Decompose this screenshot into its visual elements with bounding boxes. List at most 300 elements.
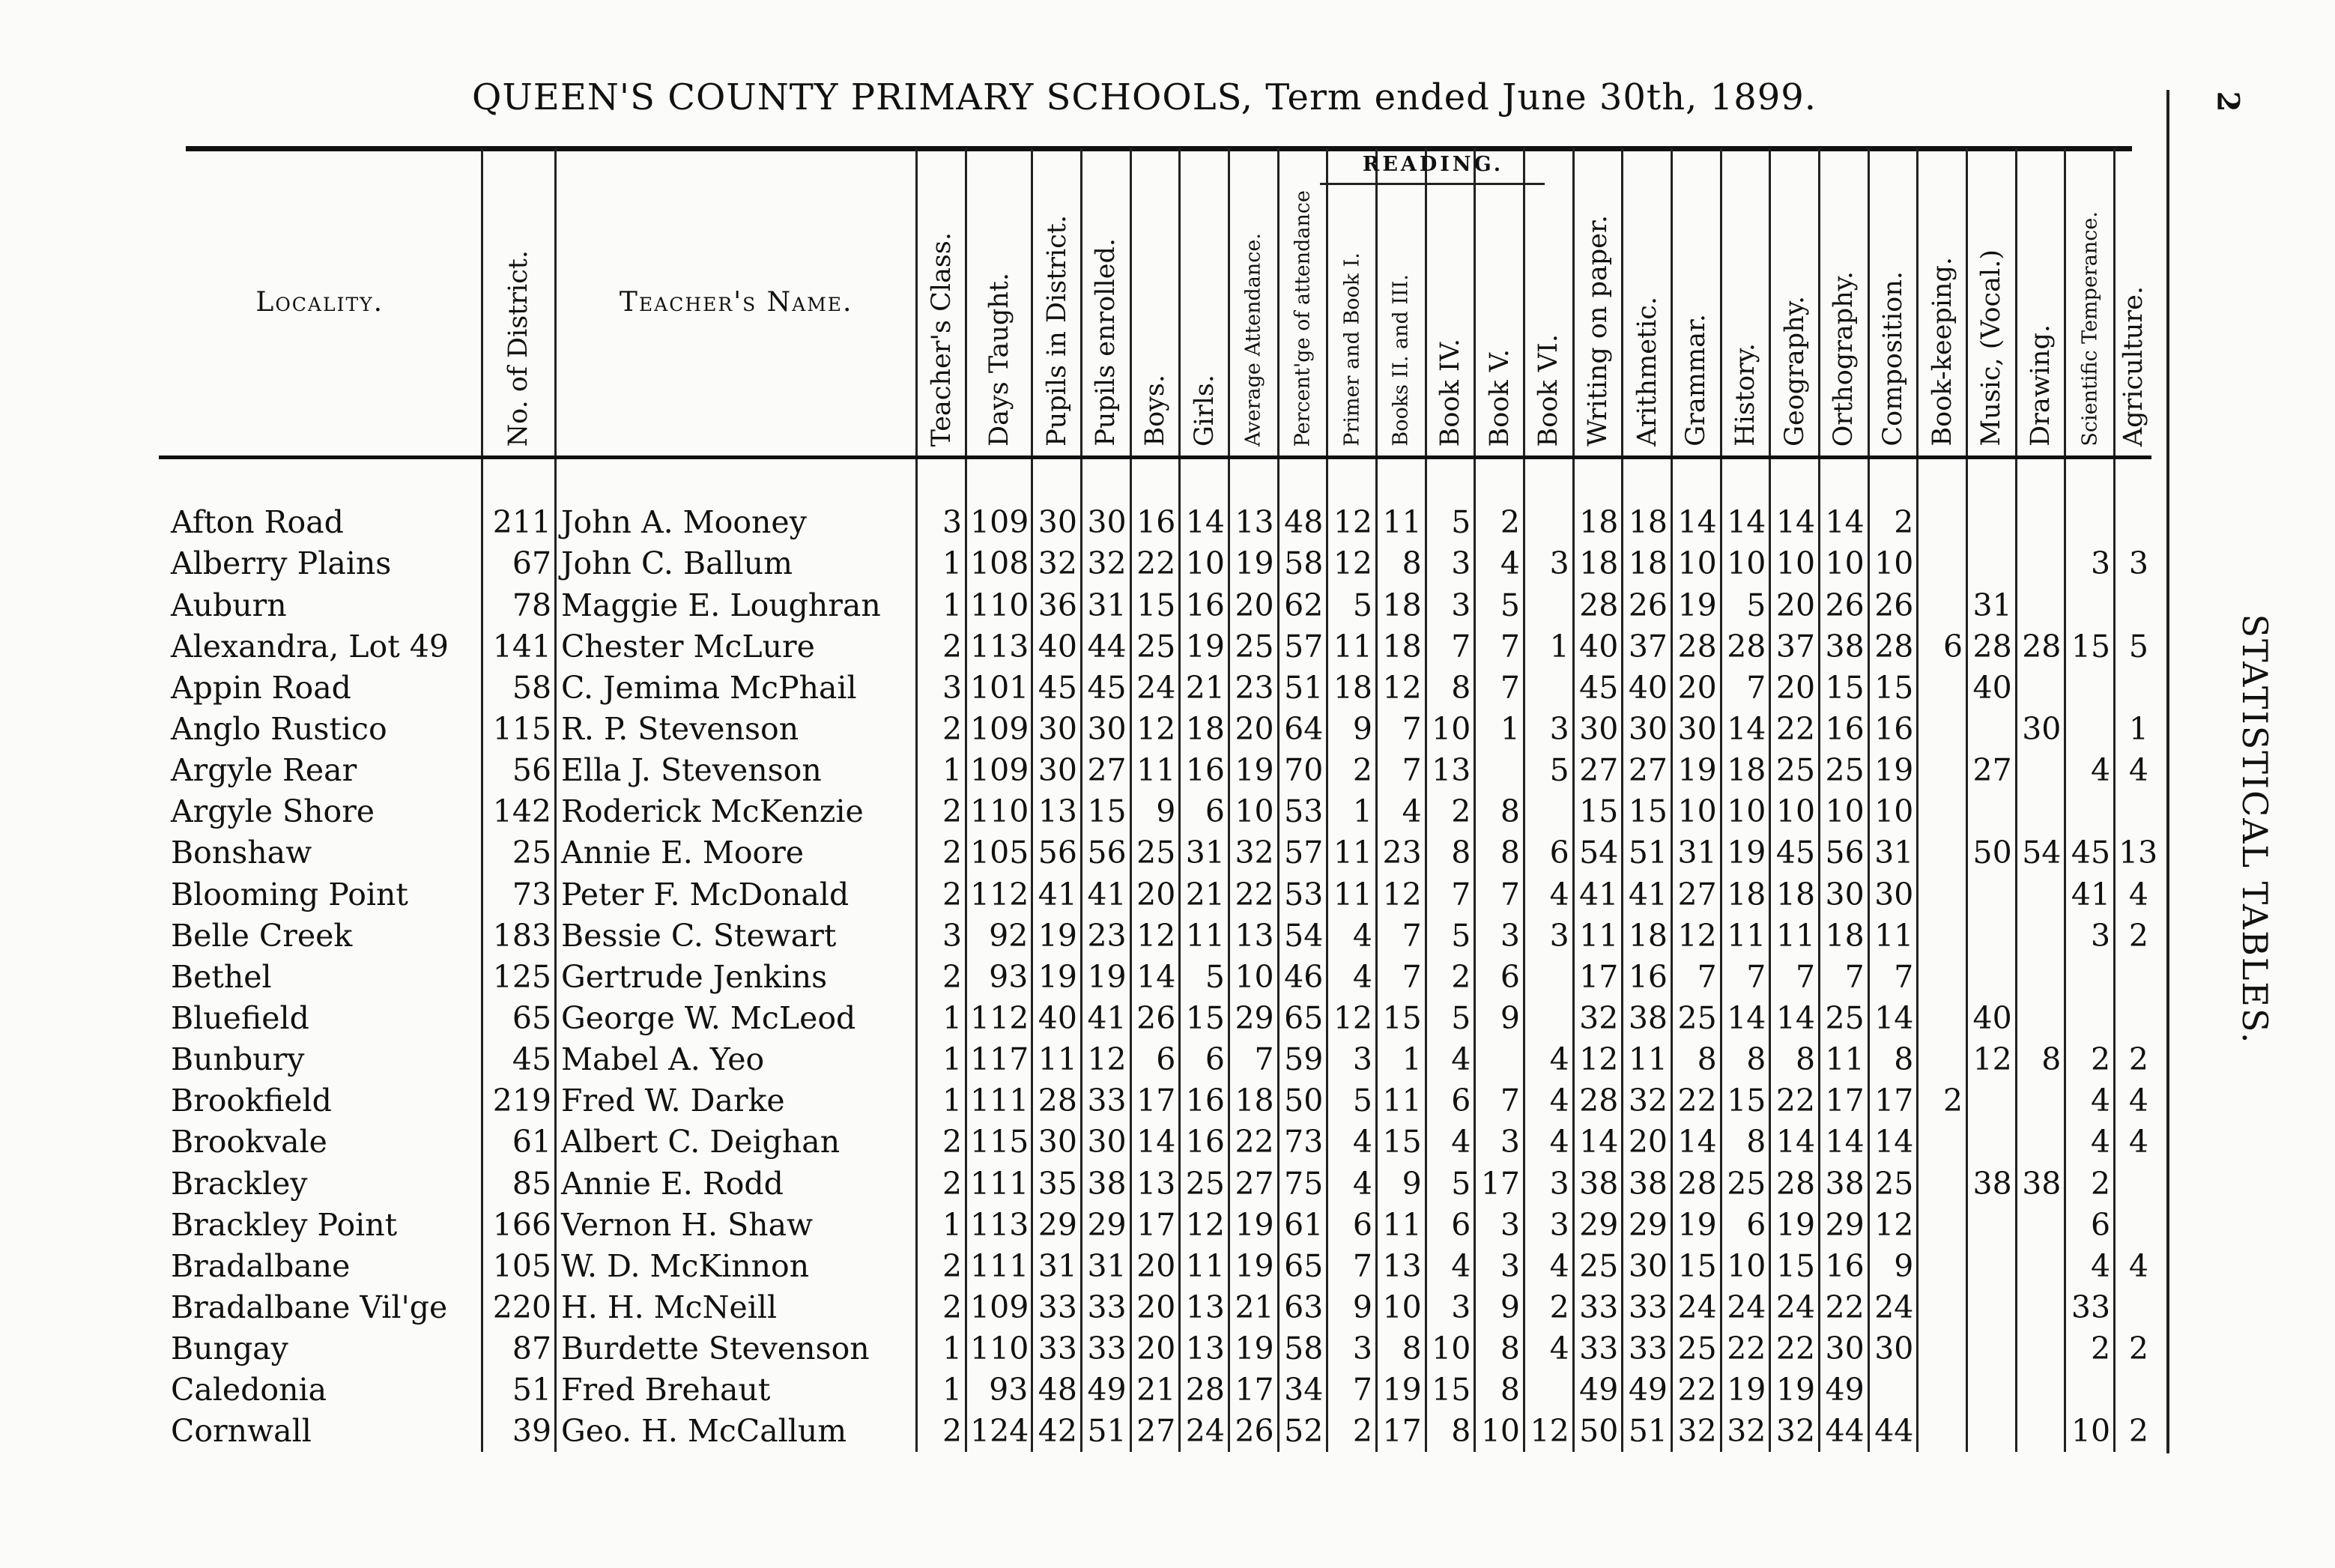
cell-pupils-district: 30 [1032,1121,1082,1163]
cell-temperance: 3 [2065,543,2115,584]
cell-book5: 7 [1475,626,1524,667]
cell-girls: 21 [1180,667,1229,708]
cell-boys: 16 [1130,458,1180,543]
cell-music [1967,708,2017,749]
cell-days: 117 [966,1039,1032,1080]
col-drawing [2016,148,2065,458]
cell-boys: 12 [1130,915,1180,956]
cell-primer: 3 [1327,1039,1377,1080]
cell-teacher: Burdette Stevenson [556,1328,917,1369]
cell-arithmetic: 15 [1623,791,1672,832]
cell-book4: 2 [1426,956,1475,997]
cell-pupils-district: 19 [1032,915,1082,956]
cell-book5: 8 [1475,791,1524,832]
cell-girls: 28 [1180,1369,1229,1411]
cell-history: 14 [1721,708,1770,749]
cell-agriculture: 2 [2115,1411,2151,1452]
cell-music [1967,956,2017,997]
cell-orthography: 26 [1820,584,1869,626]
cell-arithmetic: 16 [1623,956,1672,997]
cell-arithmetic: 41 [1623,874,1672,915]
cell-book5: 3 [1475,1245,1524,1286]
cell-girls: 25 [1180,1163,1229,1204]
cell-writing: 11 [1573,915,1623,956]
col-pupils-district-label: Pupils in District. [1041,215,1072,447]
cell-drawing: 30 [2016,708,2065,749]
cell-avg-attendance: 22 [1229,1121,1278,1163]
cell-writing: 32 [1573,997,1623,1038]
cell-days: 124 [966,1411,1032,1452]
cell-arithmetic: 26 [1623,584,1672,626]
cell-arithmetic: 29 [1623,1204,1672,1245]
col-book4-label: Book IV. [1435,338,1465,447]
col-geography [1770,148,1820,458]
cell-class: 2 [917,1163,966,1204]
cell-writing: 28 [1573,584,1623,626]
cell-book6: 4 [1524,1080,1574,1121]
col-pupils-enrolled-label: Pupils enrolled. [1091,238,1121,447]
cell-composition: 24 [1868,1286,1918,1328]
cell-composition: 14 [1868,1121,1918,1163]
cell-drawing [2016,750,2065,791]
cell-pupils-enrolled: 56 [1081,832,1130,874]
cell-temperance: 41 [2065,874,2115,915]
cell-arithmetic: 32 [1623,1080,1672,1121]
table-row [159,584,2151,626]
col-agriculture [2115,148,2151,458]
table-row [159,1328,2151,1369]
cell-grammar: 14 [1672,458,1721,543]
cell-history: 22 [1721,1328,1770,1369]
cell-temperance [2065,584,2115,626]
cell-locality: Bunbury [171,1041,305,1078]
cell-book6: 3 [1524,1163,1574,1204]
cell-pupils-enrolled: 30 [1081,708,1130,749]
col-days-label: Days Taught. [984,273,1014,447]
cell-teacher: R. P. Stevenson [556,708,917,749]
cell-writing: 28 [1573,1080,1623,1121]
cell-book6 [1524,956,1574,997]
cell-days: 108 [966,543,1032,584]
cell-composition: 10 [1868,543,1918,584]
cell-book4: 3 [1426,1286,1475,1328]
cell-grammar: 30 [1672,708,1721,749]
cell-arithmetic: 33 [1623,1286,1672,1328]
cell-district: 25 [482,832,556,874]
cell-boys: 20 [1130,874,1180,915]
cell-girls: 31 [1180,832,1229,874]
col-class [917,148,966,458]
cell-agriculture: 4 [2115,1121,2151,1163]
cell-temperance: 3 [2065,915,2115,956]
cell-teacher: John C. Ballum [556,543,917,584]
cell-drawing [2016,1121,2065,1163]
cell-pct-attendance: 53 [1278,791,1327,832]
cell-teacher: Chester McLure [556,626,917,667]
cell-district: 56 [482,750,556,791]
cell-district: 87 [482,1328,556,1369]
cell-class: 1 [917,750,966,791]
cell-teacher: H. H. McNeill [556,1286,917,1328]
col-history-label: History. [1730,343,1761,447]
table-row [159,1204,2151,1245]
cell-books-2-3: 7 [1376,708,1426,749]
cell-bookkeeping: 6 [1918,626,1967,667]
cell-books-2-3: 15 [1376,1121,1426,1163]
cell-boys: 20 [1130,1328,1180,1369]
cell-grammar: 24 [1672,1286,1721,1328]
cell-book5: 8 [1475,832,1524,874]
cell-avg-attendance: 18 [1229,1080,1278,1121]
cell-geography: 18 [1770,874,1820,915]
cell-book6: 6 [1524,832,1574,874]
cell-girls: 16 [1180,1121,1229,1163]
cell-avg-attendance: 21 [1229,1286,1278,1328]
cell-locality: Cornwall [171,1413,312,1450]
cell-district: 211 [482,458,556,543]
cell-writing: 15 [1573,791,1623,832]
cell-primer: 18 [1327,667,1377,708]
table-row [159,1080,2151,1121]
page-title: QUEEN'S COUNTY PRIMARY SCHOOLS, Term ended June 30th, 1899. [472,76,1817,118]
col-days [966,148,1032,458]
cell-locality: Anglo Rustico [171,710,387,747]
cell-composition [1868,1369,1918,1411]
cell-arithmetic: 51 [1623,832,1672,874]
cell-days: 92 [966,915,1032,956]
cell-boys: 14 [1130,1121,1180,1163]
cell-girls: 21 [1180,874,1229,915]
cell-girls: 5 [1180,956,1229,997]
col-teacher: Teacher's Name. [556,148,917,458]
col-boys-label: Boys. [1139,375,1170,447]
cell-composition: 44 [1868,1411,1918,1452]
cell-days: 109 [966,708,1032,749]
cell-geography: 45 [1770,832,1820,874]
cell-composition: 28 [1868,626,1918,667]
cell-music [1967,915,2017,956]
cell-avg-attendance: 27 [1229,1163,1278,1204]
cell-music [1967,1204,2017,1245]
cell-class: 2 [917,1286,966,1328]
cell-drawing [2016,543,2065,584]
cell-book5 [1475,750,1524,791]
cell-bookkeeping [1918,1286,1967,1328]
cell-history: 8 [1721,1121,1770,1163]
cell-locality: Brackley Point [171,1206,398,1243]
col-orthography [1820,148,1869,458]
cell-girls: 10 [1180,543,1229,584]
cell-class: 2 [917,626,966,667]
cell-history: 32 [1721,1411,1770,1452]
cell-pct-attendance: 65 [1278,997,1327,1038]
cell-pupils-enrolled: 27 [1081,750,1130,791]
cell-district: 141 [482,626,556,667]
cell-primer: 12 [1327,458,1377,543]
cell-book6: 1 [1524,626,1574,667]
cell-teacher: W. D. McKinnon [556,1245,917,1286]
cell-days: 93 [966,1369,1032,1411]
cell-writing: 25 [1573,1245,1623,1286]
cell-agriculture: 4 [2115,750,2151,791]
cell-geography: 11 [1770,915,1820,956]
col-girls [1180,148,1229,458]
cell-agriculture [2115,997,2151,1038]
cell-pupils-district: 40 [1032,997,1082,1038]
cell-class: 1 [917,1328,966,1369]
cell-drawing [2016,1328,2065,1369]
cell-girls: 19 [1180,626,1229,667]
cell-books-2-3: 17 [1376,1411,1426,1452]
cell-teacher: Roderick McKenzie [556,791,917,832]
cell-agriculture: 2 [2115,1328,2151,1369]
cell-teacher: Bessie C. Stewart [556,915,917,956]
cell-composition: 2 [1868,458,1918,543]
cell-books-2-3: 18 [1376,584,1426,626]
cell-primer: 11 [1327,874,1377,915]
cell-avg-attendance: 10 [1229,956,1278,997]
col-primer [1327,148,1377,458]
cell-history: 24 [1721,1286,1770,1328]
cell-book4: 6 [1426,1080,1475,1121]
cell-avg-attendance: 32 [1229,832,1278,874]
cell-bookkeeping [1918,997,1967,1038]
cell-pct-attendance: 62 [1278,584,1327,626]
cell-drawing [2016,667,2065,708]
cell-agriculture: 2 [2115,1039,2151,1080]
table-row [159,997,2151,1038]
cell-book6: 4 [1524,1245,1574,1286]
cell-bookkeeping [1918,750,1967,791]
cell-book5: 10 [1475,1411,1524,1452]
cell-writing: 17 [1573,956,1623,997]
cell-history: 18 [1721,750,1770,791]
cell-books-2-3: 11 [1376,458,1426,543]
col-class-label: Teacher's Class. [926,231,957,447]
cell-teacher: Mabel A. Yeo [556,1039,917,1080]
cell-primer: 7 [1327,1245,1377,1286]
cell-grammar: 32 [1672,1411,1721,1452]
cell-pupils-enrolled: 30 [1081,1121,1130,1163]
cell-locality: Blooming Point [171,876,408,912]
cell-composition: 10 [1868,791,1918,832]
cell-days: 110 [966,791,1032,832]
cell-locality: Bradalbane Vil'ge [171,1289,448,1325]
cell-writing: 29 [1573,1204,1623,1245]
cell-book6: 3 [1524,708,1574,749]
cell-temperance: 4 [2065,1245,2115,1286]
cell-pupils-district: 30 [1032,750,1082,791]
cell-writing: 18 [1573,458,1623,543]
cell-geography: 10 [1770,791,1820,832]
cell-book6: 2 [1524,1286,1574,1328]
col-music-label: Music, (Vocal.) [1976,249,2007,447]
cell-class: 1 [917,1039,966,1080]
cell-temperance [2065,997,2115,1038]
cell-primer: 6 [1327,1204,1377,1245]
cell-music: 31 [1967,584,2017,626]
cell-grammar: 31 [1672,832,1721,874]
cell-music [1967,1121,2017,1163]
cell-pupils-district: 30 [1032,708,1082,749]
cell-locality: Bluefield [171,999,309,1036]
cell-book6: 4 [1524,1328,1574,1369]
cell-composition: 16 [1868,708,1918,749]
cell-primer: 3 [1327,1328,1377,1369]
cell-district: 183 [482,915,556,956]
cell-composition: 30 [1868,874,1918,915]
cell-composition: 12 [1868,1204,1918,1245]
cell-arithmetic: 33 [1623,1328,1672,1369]
table-row [159,874,2151,915]
cell-arithmetic: 51 [1623,1411,1672,1452]
table-row [159,1039,2151,1080]
cell-book5: 3 [1475,915,1524,956]
table-row [159,1121,2151,1163]
cell-avg-attendance: 19 [1229,1328,1278,1369]
cell-grammar: 22 [1672,1080,1721,1121]
cell-pupils-district: 19 [1032,956,1082,997]
cell-geography: 24 [1770,1286,1820,1328]
cell-book4: 10 [1426,708,1475,749]
cell-geography: 22 [1770,708,1820,749]
cell-history: 19 [1721,1369,1770,1411]
col-bookkeeping-label: Book-keeping. [1927,257,1957,447]
cell-avg-attendance: 7 [1229,1039,1278,1080]
cell-pupils-enrolled: 12 [1081,1039,1130,1080]
cell-arithmetic: 11 [1623,1039,1672,1080]
cell-geography: 8 [1770,1039,1820,1080]
cell-grammar: 19 [1672,584,1721,626]
cell-book5: 17 [1475,1163,1524,1204]
cell-book6 [1524,1369,1574,1411]
cell-locality: Bradalbane [171,1247,351,1284]
cell-orthography: 10 [1820,791,1869,832]
cell-temperance: 2 [2065,1328,2115,1369]
cell-bookkeeping [1918,791,1967,832]
cell-arithmetic: 30 [1623,708,1672,749]
reading-group-rule [1320,183,1545,185]
cell-books-2-3: 10 [1376,1286,1426,1328]
cell-drawing [2016,915,2065,956]
cell-primer: 5 [1327,584,1377,626]
cell-days: 111 [966,1245,1032,1286]
cell-pupils-enrolled: 23 [1081,915,1130,956]
cell-arithmetic: 49 [1623,1369,1672,1411]
cell-orthography: 16 [1820,708,1869,749]
cell-grammar: 20 [1672,667,1721,708]
cell-bookkeeping [1918,1163,1967,1204]
cell-temperance [2065,458,2115,543]
cell-pct-attendance: 48 [1278,458,1327,543]
cell-district: 105 [482,1245,556,1286]
cell-teacher: C. Jemima McPhail [556,667,917,708]
cell-pupils-enrolled: 31 [1081,1245,1130,1286]
cell-days: 111 [966,1080,1032,1121]
table-row [159,915,2151,956]
cell-book4: 15 [1426,1369,1475,1411]
cell-days: 112 [966,997,1032,1038]
cell-teacher: Gertrude Jenkins [556,956,917,997]
cell-girls: 15 [1180,997,1229,1038]
cell-book4: 7 [1426,626,1475,667]
cell-grammar: 27 [1672,874,1721,915]
cell-history: 25 [1721,1163,1770,1204]
cell-pct-attendance: 52 [1278,1411,1327,1452]
cell-composition: 30 [1868,1328,1918,1369]
cell-pupils-enrolled: 31 [1081,584,1130,626]
cell-grammar: 25 [1672,1328,1721,1369]
cell-days: 109 [966,458,1032,543]
col-geography-label: Geography. [1779,296,1810,447]
col-pupils-enrolled [1081,148,1130,458]
cell-book4: 8 [1426,832,1475,874]
cell-book5: 2 [1475,458,1524,543]
cell-arithmetic: 38 [1623,997,1672,1038]
col-music [1967,148,2017,458]
cell-district: 51 [482,1369,556,1411]
cell-grammar: 25 [1672,997,1721,1038]
cell-temperance [2065,791,2115,832]
cell-bookkeeping [1918,708,1967,749]
cell-days: 110 [966,1328,1032,1369]
cell-avg-attendance: 19 [1229,1204,1278,1245]
cell-girls: 16 [1180,750,1229,791]
cell-book6 [1524,667,1574,708]
col-pct-attendance-label: Percent'ge of attendance [1291,190,1315,447]
cell-book5: 3 [1475,1204,1524,1245]
cell-composition: 25 [1868,1163,1918,1204]
cell-grammar: 12 [1672,915,1721,956]
cell-arithmetic: 20 [1623,1121,1672,1163]
cell-teacher: Fred W. Darke [556,1080,917,1121]
col-book6-label: Book VI. [1533,333,1564,447]
cell-book6 [1524,791,1574,832]
cell-writing: 14 [1573,1121,1623,1163]
cell-composition: 11 [1868,915,1918,956]
cell-teacher: George W. McLeod [556,997,917,1038]
cell-primer: 4 [1327,915,1377,956]
cell-grammar: 10 [1672,791,1721,832]
cell-orthography: 17 [1820,1080,1869,1121]
cell-pupils-district: 36 [1032,584,1082,626]
cell-writing: 30 [1573,708,1623,749]
cell-arithmetic: 37 [1623,626,1672,667]
cell-book5: 9 [1475,1286,1524,1328]
cell-book6: 3 [1524,915,1574,956]
table-row [159,458,2151,543]
cell-book4: 4 [1426,1245,1475,1286]
col-district-label: No. of District. [503,249,534,447]
cell-writing: 54 [1573,832,1623,874]
cell-agriculture: 4 [2115,874,2151,915]
cell-composition: 26 [1868,584,1918,626]
cell-music [1967,1369,2017,1411]
cell-avg-attendance: 22 [1229,874,1278,915]
col-arithmetic [1623,148,1672,458]
cell-composition: 15 [1868,667,1918,708]
cell-boys: 11 [1130,750,1180,791]
cell-teacher: Geo. H. McCallum [556,1411,917,1452]
cell-days: 110 [966,584,1032,626]
cell-agriculture: 4 [2115,1245,2151,1286]
cell-locality: Afton Road [171,503,344,540]
cell-boys: 15 [1130,584,1180,626]
cell-days: 109 [966,1286,1032,1328]
cell-orthography: 44 [1820,1411,1869,1452]
cell-temperance [2065,667,2115,708]
cell-locality: Caledonia [171,1372,327,1408]
